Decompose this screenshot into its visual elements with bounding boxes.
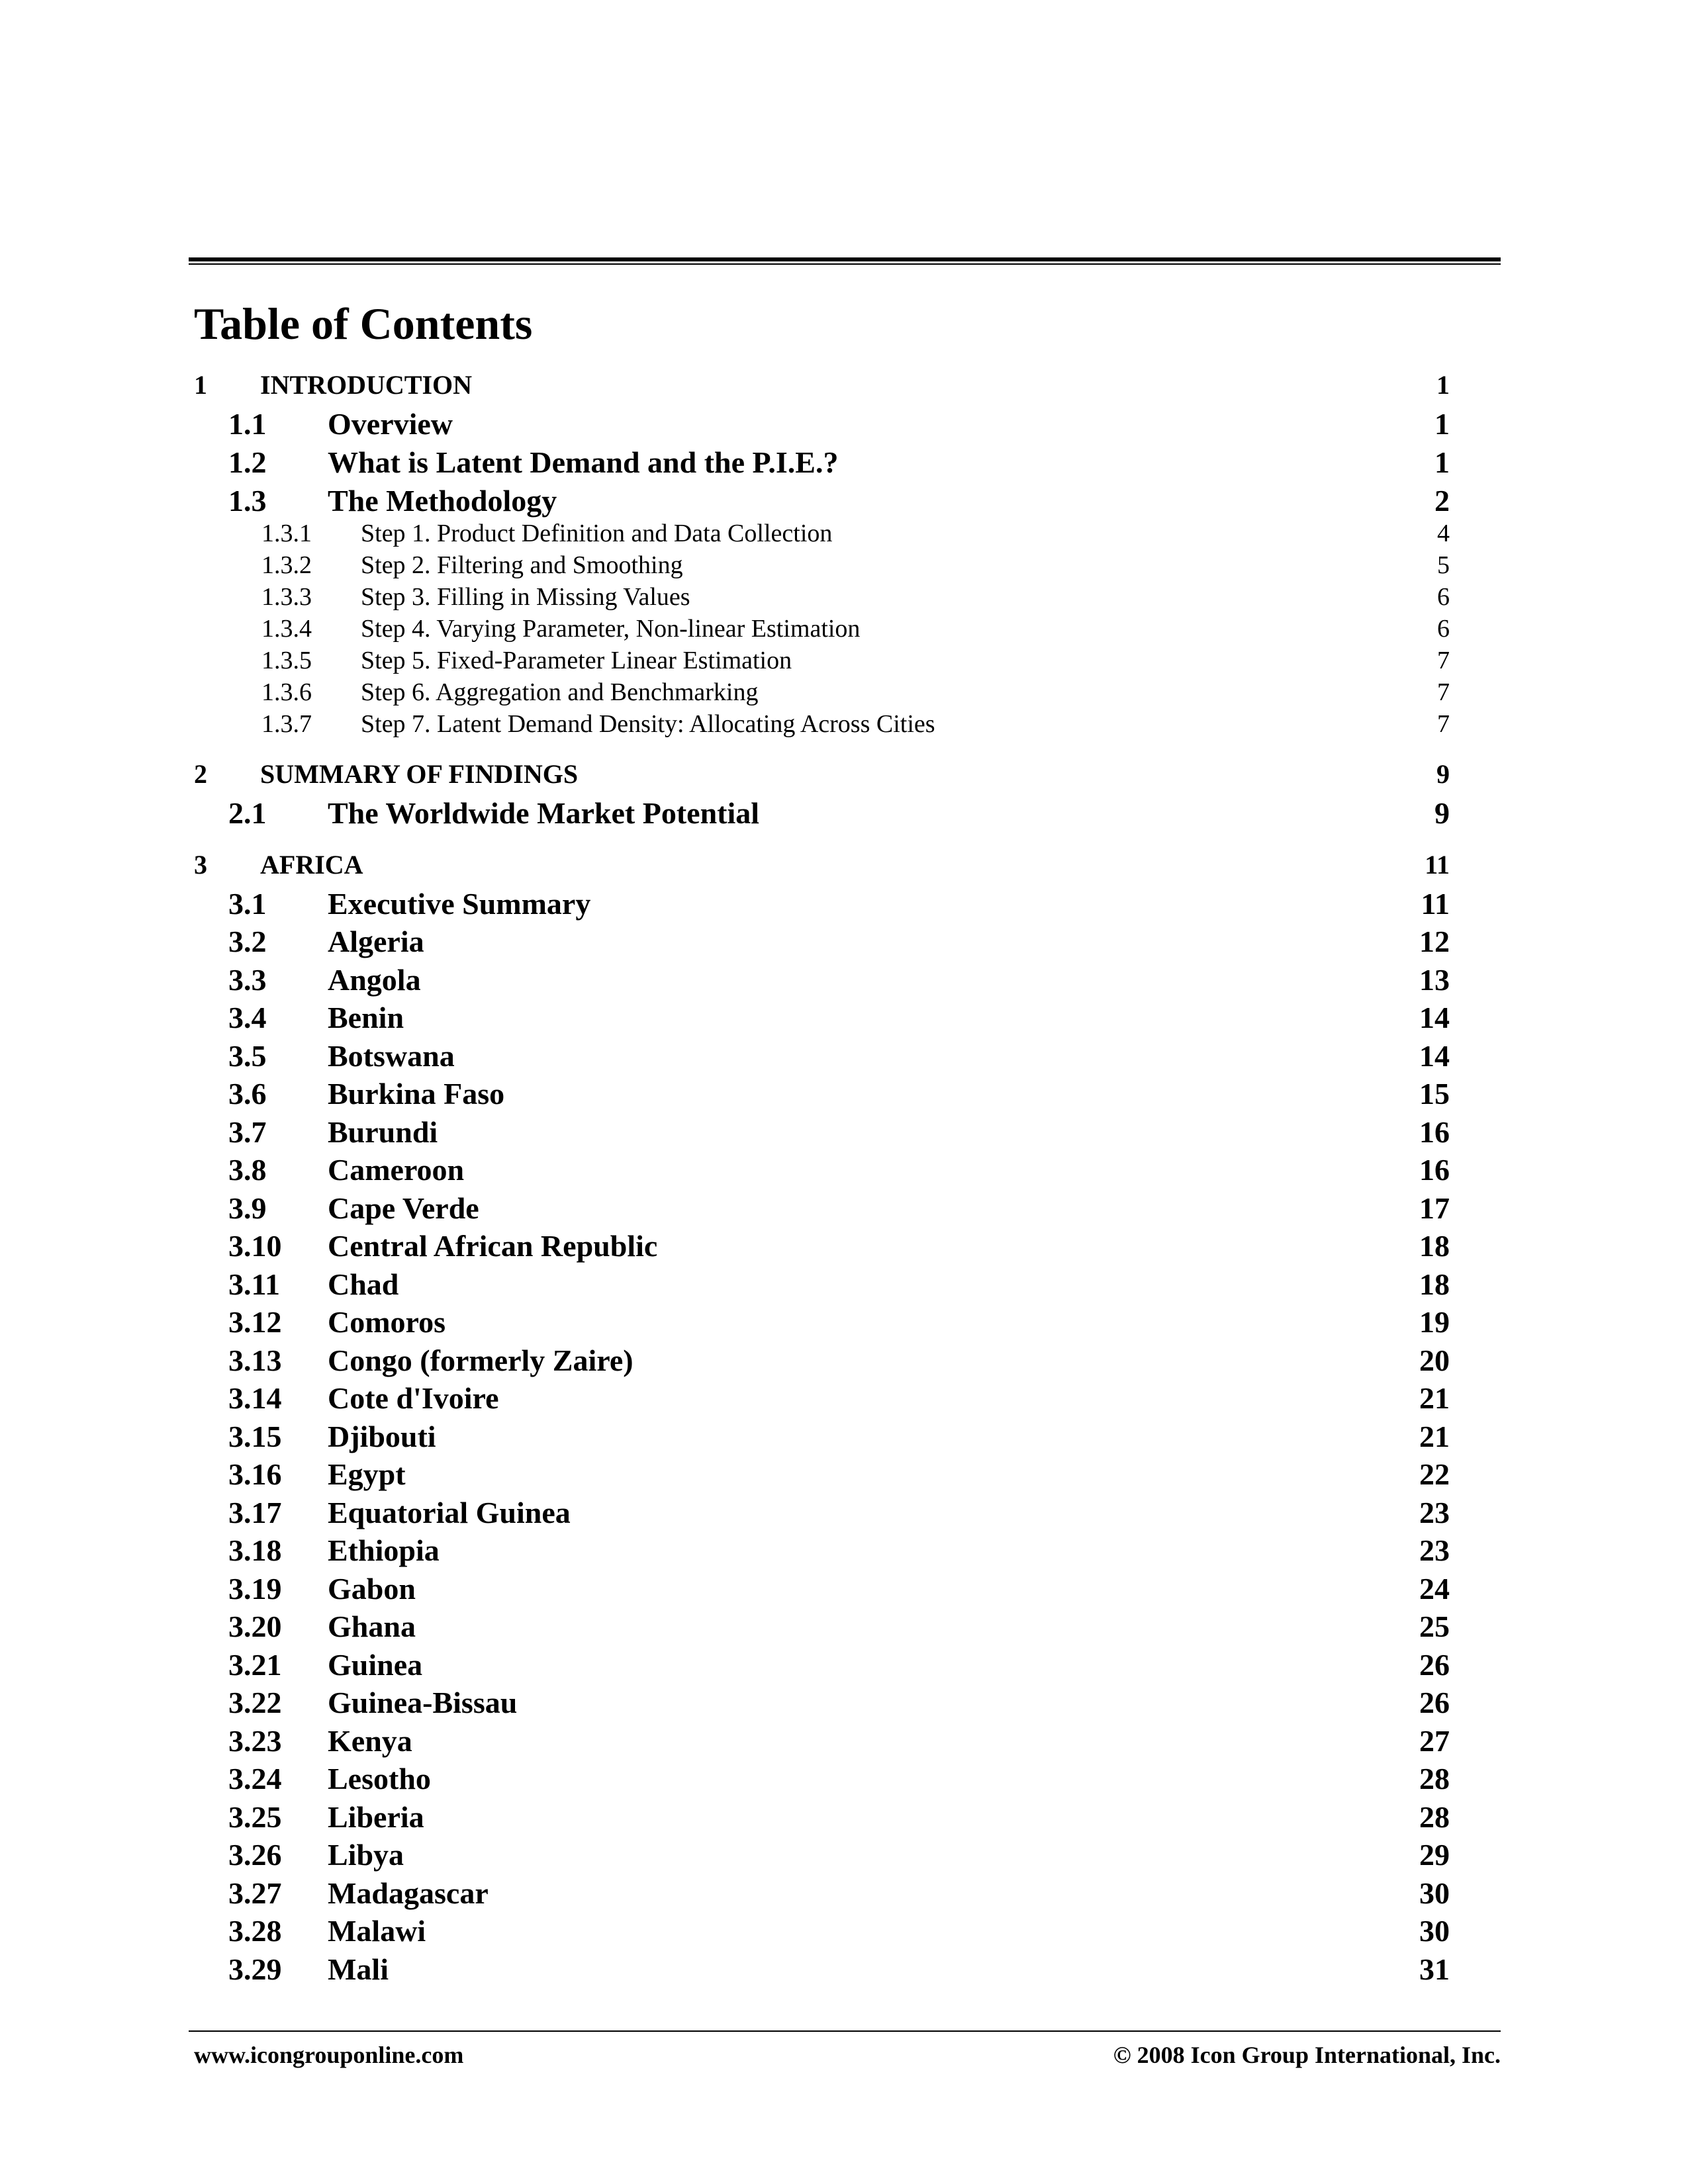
toc-entry-label: Step 6. Aggregation and Benchmarking <box>361 678 759 706</box>
toc-entry[interactable] <box>0 1836 1688 1874</box>
toc-entry-label: Malawi <box>328 1914 426 1948</box>
toc-entry[interactable] <box>0 1494 1688 1532</box>
toc-entry-page: 4 <box>1437 520 1450 547</box>
toc-entry[interactable] <box>0 1646 1688 1684</box>
toc-entry[interactable] <box>0 1760 1688 1798</box>
toc-entry-label: INTRODUCTION <box>260 370 473 400</box>
toc-entry[interactable] <box>0 923 1688 961</box>
toc-entry-label: Step 5. Fixed-Parameter Linear Estimation <box>361 647 792 674</box>
toc-entry-label: Guinea-Bissau <box>328 1686 518 1719</box>
toc-entry[interactable] <box>0 1189 1688 1228</box>
toc-entry-number: 3.27 <box>228 1876 282 1910</box>
toc-entry-label: Lesotho <box>328 1762 431 1796</box>
toc-entry[interactable] <box>0 758 1688 791</box>
toc-entry[interactable] <box>0 1608 1688 1646</box>
toc-entry-label: The Methodology <box>328 484 557 518</box>
toc-entry-number: 3.17 <box>228 1496 282 1529</box>
toc-entry-label: Liberia <box>328 1800 424 1834</box>
toc-entry-label: Step 3. Filling in Missing Values <box>361 583 690 611</box>
toc-entry-page: 7 <box>1437 710 1450 738</box>
toc-entry[interactable] <box>0 1075 1688 1113</box>
toc-entry[interactable] <box>0 405 1688 443</box>
toc-entry-label: Benin <box>328 1001 404 1034</box>
toc-entry-label: Overview <box>328 407 453 441</box>
toc-entry-page: 22 <box>1419 1457 1450 1491</box>
toc-entry[interactable] <box>0 1684 1688 1722</box>
toc-entry-label: Libya <box>328 1838 404 1872</box>
toc-entry-number: 1.3.1 <box>261 520 312 547</box>
toc-entry-page: 9 <box>1434 796 1450 830</box>
toc-entry-label: Step 2. Filtering and Smoothing <box>361 551 683 579</box>
toc-entry-number: 3.19 <box>228 1572 282 1606</box>
toc-entry-label: Gabon <box>328 1572 416 1606</box>
toc-entry-number: 3.29 <box>228 1952 282 1986</box>
toc-entry-label: Mali <box>328 1952 389 1986</box>
toc-entry[interactable] <box>0 1037 1688 1075</box>
toc-entry[interactable] <box>0 1342 1688 1380</box>
toc-entry[interactable] <box>0 1570 1688 1608</box>
toc-entry-page: 23 <box>1419 1533 1450 1567</box>
toc-entry-number: 2.1 <box>228 796 267 830</box>
toc-entry-page: 7 <box>1437 678 1450 706</box>
toc-entry-page: 26 <box>1419 1648 1450 1682</box>
toc-entry-label: Egypt <box>328 1457 406 1491</box>
toc-entry-number: 1.3.4 <box>261 615 312 643</box>
toc-entry[interactable] <box>0 1227 1688 1265</box>
toc-entry-page: 5 <box>1437 551 1450 579</box>
toc-entry-label: AFRICA <box>260 850 363 880</box>
toc-entry-page: 15 <box>1419 1077 1450 1111</box>
toc-entry-page: 13 <box>1419 963 1450 997</box>
toc-entry-page: 19 <box>1419 1305 1450 1339</box>
toc-entry-page: 28 <box>1419 1800 1450 1834</box>
toc-entry-page: 14 <box>1419 1001 1450 1034</box>
toc-entry-page: 1 <box>1434 407 1450 441</box>
toc-entry-number: 3.9 <box>228 1191 267 1225</box>
toc-entry-page: 2 <box>1434 484 1450 518</box>
toc-entry-label: Step 1. Product Definition and Data Collection <box>361 520 833 547</box>
toc-entry-page: 27 <box>1419 1724 1450 1758</box>
toc-entry-label: The Worldwide Market Potential <box>328 796 760 830</box>
toc-entry-number: 3.16 <box>228 1457 282 1491</box>
toc-entry-page: 12 <box>1419 925 1450 958</box>
toc-entry[interactable] <box>0 1722 1688 1760</box>
toc-entry-label: SUMMARY OF FINDINGS <box>260 759 579 789</box>
toc-entry-number: 3.25 <box>228 1800 282 1834</box>
toc-entry-page: 29 <box>1419 1838 1450 1872</box>
toc-entry[interactable] <box>0 1455 1688 1494</box>
toc-entry-label: Step 4. Varying Parameter, Non-linear Estimation <box>361 615 861 643</box>
toc-entry-number: 3.8 <box>228 1153 267 1187</box>
toc-entry-label: Kenya <box>328 1724 412 1758</box>
toc-entry[interactable] <box>0 1151 1688 1189</box>
toc-entry[interactable] <box>0 999 1688 1037</box>
toc-entry-label: Executive Summary <box>328 887 591 921</box>
toc-entry-page: 25 <box>1419 1610 1450 1643</box>
toc-entry-page: 26 <box>1419 1686 1450 1719</box>
toc-entry[interactable] <box>0 1950 1688 1989</box>
toc-entry[interactable] <box>0 1531 1688 1570</box>
toc-entry[interactable] <box>0 1912 1688 1950</box>
toc-entry-label: Burundi <box>328 1115 438 1149</box>
toc-entry-number: 1.3.6 <box>261 678 312 706</box>
toc-entry-label: Algeria <box>328 925 424 958</box>
toc-entry[interactable] <box>0 369 1688 402</box>
toc-entry[interactable] <box>0 1798 1688 1837</box>
toc-entry-number: 1.2 <box>228 445 267 479</box>
footer-copyright: © 2008 Icon Group International, Inc. <box>1113 2042 1501 2068</box>
toc-entry-page: 24 <box>1419 1572 1450 1606</box>
toc-entry-number: 1.1 <box>228 407 267 441</box>
toc-entry-page: 21 <box>1419 1420 1450 1453</box>
toc-entry-number: 3.6 <box>228 1077 267 1111</box>
toc-entry-label: Chad <box>328 1267 399 1301</box>
toc-entry-number: 3.1 <box>228 887 267 921</box>
toc-entry-label: Congo (formerly Zaire) <box>328 1343 633 1377</box>
toc-entry-number: 1.3.3 <box>261 583 312 611</box>
toc-entry[interactable] <box>0 1113 1688 1152</box>
toc-entry-label: Botswana <box>328 1039 455 1073</box>
toc-entry[interactable] <box>0 613 1688 645</box>
toc-entry-number: 3.2 <box>228 925 267 958</box>
toc-entry[interactable] <box>0 676 1688 708</box>
toc-entry-page: 14 <box>1419 1039 1450 1073</box>
toc-entry-label: Cameroon <box>328 1153 465 1187</box>
toc-entry-number: 3.28 <box>228 1914 282 1948</box>
toc-entry-page: 11 <box>1425 850 1450 880</box>
toc-entry-page: 18 <box>1419 1229 1450 1263</box>
toc-entry-number: 3.3 <box>228 963 267 997</box>
toc-entry-number: 3.24 <box>228 1762 282 1796</box>
toc-entry-label: Ethiopia <box>328 1533 440 1567</box>
toc-entry-number: 3.7 <box>228 1115 267 1149</box>
toc-entry-number: 1.3.2 <box>261 551 312 579</box>
toc-entry-label: Ghana <box>328 1610 416 1643</box>
toc-entry-label: Comoros <box>328 1305 446 1339</box>
toc-entry-number: 3.12 <box>228 1305 282 1339</box>
toc-entry-page: 1 <box>1436 370 1450 400</box>
toc-entry-number: 1.3 <box>228 484 267 518</box>
toc-entry-number: 3.20 <box>228 1610 282 1643</box>
toc-entry-label: Cape Verde <box>328 1191 479 1225</box>
toc-entry-page: 21 <box>1419 1381 1450 1415</box>
toc-entry-page: 16 <box>1419 1115 1450 1149</box>
toc-entry-label: Step 7. Latent Demand Density: Allocating Across Cities <box>361 710 935 738</box>
toc-entry[interactable] <box>0 885 1688 923</box>
toc-entry-number: 3 <box>194 850 207 880</box>
toc-entry-label: Central African Republic <box>328 1229 658 1263</box>
toc-entry-number: 3.5 <box>228 1039 267 1073</box>
toc-entry-label: Madagascar <box>328 1876 489 1910</box>
toc-entry-label: Burkina Faso <box>328 1077 505 1111</box>
toc-entry-number: 3.10 <box>228 1229 282 1263</box>
toc-entry-page: 28 <box>1419 1762 1450 1796</box>
toc-entry-label: Angola <box>328 963 421 997</box>
toc-entry-number: 3.14 <box>228 1381 282 1415</box>
toc-entry-number: 3.18 <box>228 1533 282 1567</box>
toc-entry[interactable] <box>0 482 1688 520</box>
toc-entry-page: 7 <box>1437 647 1450 674</box>
toc-entry-page: 23 <box>1419 1496 1450 1529</box>
footer-rule <box>189 2030 1501 2032</box>
toc-entry-page: 11 <box>1421 887 1450 921</box>
toc-entry-number: 1 <box>194 370 207 400</box>
toc-entry-page: 9 <box>1436 759 1450 789</box>
toc-entry-label: Djibouti <box>328 1420 436 1453</box>
toc-entry-page: 16 <box>1419 1153 1450 1187</box>
toc-entry[interactable] <box>0 1874 1688 1913</box>
toc-entry[interactable] <box>0 518 1688 549</box>
toc-entry-page: 18 <box>1419 1267 1450 1301</box>
toc-entry[interactable] <box>0 708 1688 740</box>
page-title: Table of Contents <box>194 298 533 349</box>
toc-entry[interactable] <box>0 1303 1688 1342</box>
toc-entry-number: 2 <box>194 759 207 789</box>
toc-entry[interactable] <box>0 1418 1688 1456</box>
toc-entry-number: 3.26 <box>228 1838 282 1872</box>
toc-entry-number: 3.22 <box>228 1686 282 1719</box>
toc-entry-number: 3.4 <box>228 1001 267 1034</box>
toc-entry[interactable] <box>0 848 1688 882</box>
toc-entry-page: 1 <box>1434 445 1450 479</box>
toc-entry[interactable] <box>0 581 1688 613</box>
toc-entry[interactable] <box>0 443 1688 482</box>
toc-entry-number: 3.13 <box>228 1343 282 1377</box>
toc-entry-number: 1.3.5 <box>261 647 312 674</box>
toc-entry-page: 17 <box>1419 1191 1450 1225</box>
toc-entry-label: Guinea <box>328 1648 423 1682</box>
toc-entry[interactable] <box>0 794 1688 833</box>
footer-website[interactable]: www.icongrouponline.com <box>194 2042 464 2068</box>
toc-entry-number: 3.21 <box>228 1648 282 1682</box>
toc-entry-number: 3.15 <box>228 1420 282 1453</box>
toc-entry-page: 6 <box>1437 615 1450 643</box>
toc-entry-number: 1.3.7 <box>261 710 312 738</box>
toc-entry-page: 30 <box>1419 1914 1450 1948</box>
toc-entry-number: 3.11 <box>228 1267 280 1301</box>
toc-entry-label: Cote d'Ivoire <box>328 1381 499 1415</box>
toc-entry-page: 6 <box>1437 583 1450 611</box>
toc-entry[interactable] <box>0 1379 1688 1418</box>
toc-entry-number: 3.23 <box>228 1724 282 1758</box>
toc-entry-page: 20 <box>1419 1343 1450 1377</box>
toc-entry[interactable] <box>0 961 1688 999</box>
toc-entry[interactable] <box>0 645 1688 676</box>
toc-entry[interactable] <box>0 549 1688 581</box>
toc-entry-label: What is Latent Demand and the P.I.E.? <box>328 445 839 479</box>
toc-entry-page: 31 <box>1419 1952 1450 1986</box>
toc-entry-label: Equatorial Guinea <box>328 1496 571 1529</box>
toc-entry[interactable] <box>0 1265 1688 1304</box>
toc-entry-page: 30 <box>1419 1876 1450 1910</box>
